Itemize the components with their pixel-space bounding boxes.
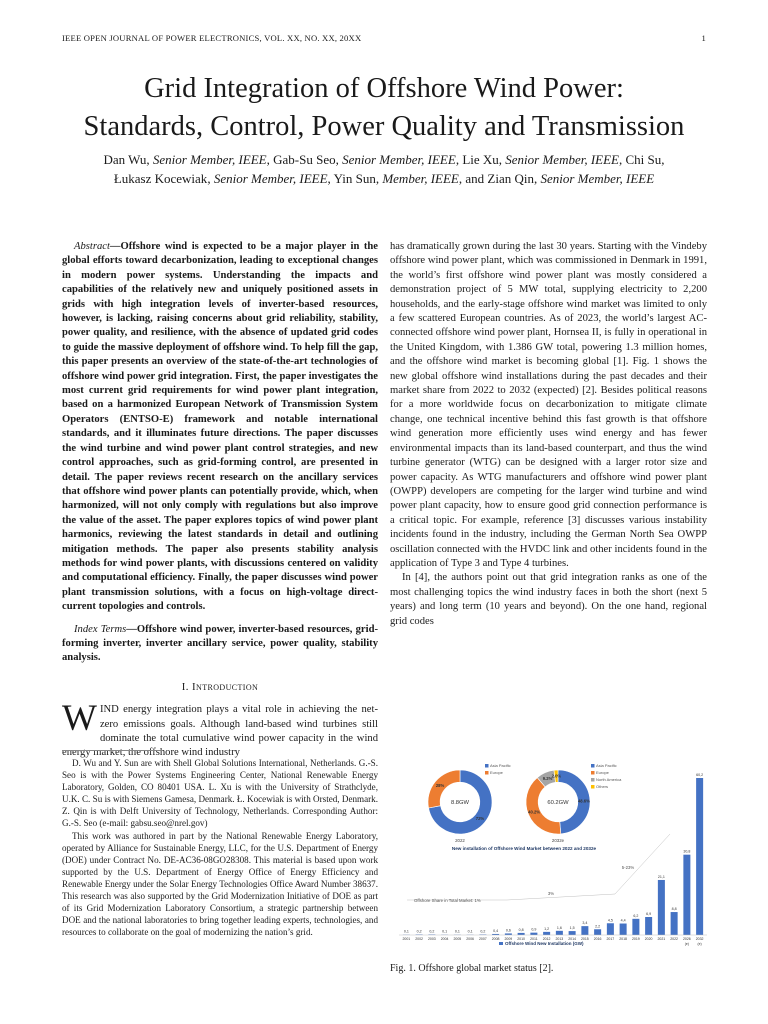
bar-value-label: 4,5 [607, 918, 613, 923]
x-tick-label: 2007 [478, 937, 487, 941]
x-tick-label: 2015 [580, 937, 589, 941]
bar-value-label: 0,1 [442, 929, 448, 934]
bar-value-label: 0,2 [429, 929, 435, 934]
bar-value-label: 0,4 [493, 928, 499, 933]
author-affiliation: Senior Member, IEEE [213, 171, 328, 186]
author-name: Chi Su [625, 152, 662, 167]
bar-value-label: 8,8 [671, 907, 677, 912]
x-tick-label: 2026 [682, 937, 691, 941]
pie-slice-label: 28% [435, 782, 445, 788]
share-annotation: Offshore Share in Total Market: 1% [414, 898, 481, 903]
pie-legend-label: North America [596, 777, 622, 783]
pie-legend-swatch [485, 764, 489, 768]
pie-chart-title: New installation of Offshore Wind Market between 2022 and 2032e [451, 846, 597, 851]
bar [518, 933, 525, 935]
x-tick-label: 2011 [530, 937, 538, 941]
abstract-label: Abstract [74, 241, 110, 252]
x-tick-label: 2021 [657, 937, 666, 941]
bar-value-label: 4,4 [620, 918, 626, 923]
legend-swatch [499, 942, 503, 945]
pie-legend-label: Europe [596, 770, 609, 776]
index-terms-text: Offshore wind power, inverter-based resources, grid-forming inverter, inverter ancillary service, power quality, stability analysis. [62, 623, 379, 664]
bar [696, 778, 703, 935]
x-tick-label: 2005 [453, 937, 462, 941]
intro-paragraph-left [62, 698, 378, 761]
author-affiliation: Member, IEEE [382, 171, 459, 186]
x-tick-label: 2020 [644, 937, 653, 941]
bar-value-label: 30,8 [683, 849, 691, 854]
bar-value-label: 21,1 [657, 874, 665, 879]
figure-1-chart [395, 756, 711, 948]
x-tick-label: 2014 [568, 937, 577, 941]
footnote-rule [62, 750, 162, 751]
paper-title [0, 70, 768, 146]
title-line-1: Grid Integration of Offshore Wind Power: [144, 73, 624, 104]
share-arrow [507, 894, 615, 900]
x-tick-label: 2006 [466, 937, 475, 941]
x-tick-label: 2032 [695, 937, 704, 941]
bar [671, 912, 678, 935]
pie-slice-label: 9.2% [542, 775, 553, 781]
pie-year-label: 2032e [551, 838, 565, 843]
bar-value-label: 1,2 [544, 926, 550, 931]
section-heading [62, 680, 378, 694]
author-name: Łukasz Kocewiak [113, 171, 208, 186]
x-tick-label: 2010 [517, 937, 526, 941]
bar [543, 932, 550, 935]
x-tick-label: 2016 [593, 937, 602, 941]
pie-year-label: 2022 [455, 838, 465, 843]
author-list: Dan Wu, Senior Member, IEEE, Gab-Su Seo, Senior Member, IEEE, Lie Xu, Senior Member, IEEE, Chi Su, Łukasz Kocewiak, Senior Member, IEEE, Yin Sun, Member, IEEE, and Zian Qin, Senior Member, IEEE [103, 152, 665, 186]
figure-caption: Fig. 1. Offshore global market status [2]. [390, 963, 554, 974]
bar [683, 855, 690, 935]
pie-center-label: 8.8GW [450, 800, 470, 806]
pie-slice-label: 72% [475, 816, 485, 822]
title-line-2: Standards, Control, Power Quality and Transmission [83, 111, 685, 142]
x-tick-suffix: (e) [697, 942, 702, 946]
legend-label: Offshore Wind New Installation (GW) [505, 941, 584, 946]
x-tick-label: 2008 [491, 937, 500, 941]
x-tick-label: 2022 [670, 937, 679, 941]
author-name: Gab-Su Seo [273, 152, 336, 167]
x-tick-label: 2009 [504, 937, 513, 941]
x-tick-label: 2001 [402, 937, 411, 941]
bar [632, 919, 639, 935]
bar [607, 923, 614, 935]
x-tick-label: 2018 [619, 937, 628, 941]
bar-value-label: 0,2 [416, 929, 422, 934]
bar [569, 931, 576, 935]
share-annotation: 5-23% [621, 865, 635, 870]
bar [556, 931, 563, 935]
pie-legend-swatch [591, 764, 595, 768]
bar-value-label: 3,4 [582, 921, 588, 926]
author-affiliation: Senior Member, IEEE [152, 152, 267, 167]
author-name: Lie Xu [462, 152, 499, 167]
bar-value-label: 0,1 [403, 929, 409, 934]
bar [658, 880, 665, 935]
bar-value-label: 0,6 [505, 928, 511, 933]
abstract: Abstract—Offshore wind is expected to be a major player in the global efforts toward decarbonization, leading to exceptional changes in modern power systems. Understanding the impacts and capabilities of the relatively new and uniquely positioned assets in grids with high integration levels of inverter-based resources, however, is lacking, raising concerns about grid reliability, stability, power quality, and resilience, with the absence of updated grid codes to guide the massive deployment of offshore wind. To help fill the gap, this paper presents an overview of the state-of-the-art technologies of offshore wind power grid integration. First, the paper investigates the most current grid requirements for wind power plant integration, based on a harmonized European Network of Transmission System Operators (ENTSO-E) framework and notable international standards, and it illuminates future directions. The paper discusses the wind turbine and wind power plant control strategies, and new control approaches, such as grid-forming control, are presented in detail. The paper reviews recent research on the ancillary services that offshore wind power plants can potentially provide, which, when harmonized, will not only comply with regulations but also improve the value of the asset. The paper explores topics of wind power plant harmonics, reviewing the latest standards in detail and outlining mitigation methods. The paper also presents stability analysis methods for wind power plants, with discussions centered on validity and computational efficiency. Finally, the paper discusses wind power plant transmission solutions, with a focus on high-voltage direct-current topologies and controls. [62, 241, 378, 613]
author-affiliation: Senior Member, IEEE [540, 171, 655, 186]
bar [645, 917, 652, 935]
pie-legend-label: Asia Pacific [490, 763, 511, 769]
index-terms: Index Terms—Offshore wind power, inverter-based resources, grid-forming inverter, inverter ancillary service, power quality, stability analysis. [62, 623, 379, 664]
x-tick-label: 2002 [415, 937, 424, 941]
pie-legend-swatch [591, 771, 595, 775]
bar [594, 929, 601, 935]
bar-value-label: 0,1 [467, 929, 473, 934]
drop-cap: W [62, 698, 97, 740]
abstract-text: Offshore wind is expected to be a major player in the global efforts toward decarbonization, leading to exceptional changes in modern power systems. Understanding the impacts and capabilities of the relatively new and uniquely positioned assets in grids with high integration levels of inverter-based resources, however, is lacking, raising concerns about grid reliability, stability, power quality, and resilience, with the absence of updated grid codes to guide the massive deployment of offshore wind. To help fill the gap, this paper presents an overview of the state-of-the-art technologies of offshore wind power grid integration. First, the paper investigates the most current grid requirements for wind power plant integration, based on a harmonized European Network of Transmission System Operators (ENTSO-E) framework and notable international standards, and it illuminates future directions. The paper discusses the wind turbine and wind power plant control strategies, and new control approaches, such as grid-forming control, are presented in detail. The paper reviews recent research on the ancillary services that offshore wind power plants can potentially provide, which, when harmonized, will not only comply with regulations but also improve the value of the asset. The paper explores topics of wind power plant harmonics, reviewing the latest standards in detail and outlining mitigation methods. The paper also presents stability analysis methods for wind power plants, with discussions centered on validity and computational efficiency. Finally, the paper discusses wind power plant transmission solutions, with a focus on high-voltage direct-current topologies and controls. [62, 241, 378, 613]
x-tick-label: 2019 [631, 937, 640, 941]
x-tick-suffix: (e) [684, 942, 689, 946]
bar-value-label: 1,6 [556, 925, 562, 930]
x-tick-label: 2013 [555, 937, 564, 941]
x-tick-label: 2017 [606, 937, 615, 941]
bar-value-label: 1,5 [569, 926, 575, 931]
bar-value-label: 6,2 [633, 913, 639, 918]
running-header [62, 33, 706, 43]
author-affiliation: Senior Member, IEEE [342, 152, 456, 167]
bar-value-label: 0,9 [531, 927, 537, 932]
intro-paragraph-2: In [4], the authors point out that grid integration ranks as one of the most challenging topics the wind industry faces in both the short (next 5 years) and long term (10 years and beyond). On the one hand, regional grid codes [390, 572, 707, 627]
pie-legend-swatch [591, 778, 595, 782]
author-name: Zian Qin [487, 171, 534, 186]
author-affiliation: Senior Member, IEEE [505, 152, 619, 167]
x-tick-label: 2004 [440, 937, 449, 941]
pie-slice-label: 40.2% [528, 809, 541, 815]
bar-value-label: 6,9 [646, 912, 652, 917]
pie-legend-swatch [485, 771, 489, 775]
bar [620, 924, 627, 935]
bar-value-label: 0,2 [480, 929, 486, 934]
bar-value-label: 2,2 [595, 924, 601, 929]
intro-paragraph-right: has dramatically grown during the last 30 years. Starting with the Vindeby offshore wind power plant, which was commissioned in Denmark in 1991, the world’s first offshore wind power plant was mostly considered a demonstration project of 5 MW total, supplying electricity to 2,200 households, and the early-stage offshore wind market was limited to only a few scattered European countries. As of 2023, the world’s largest AC-connected offshore wind power plant, Hornsea II, is fully in operational in the United Kingdom, with 1.386 GW total, powering 1.3 million homes, and the offshore wind market is becoming global [1]. Fig. 1 shows the new global offshore wind installations during the past decades and their market share from 2022 to 2032 (expected) [2]. Besides political reasons for a more worldwide focus on decarbonization to mitigate climate change, one technical incentive behind this fast growth is that offshore wind generation more efficiently uses wind energy and has fewer environmental impacts than its land-based counterpart, and thus the wind turbine generator (WTG) can be designed with a larger rotor size and power capacity. As WTG manufacturers and offshore wind power plant (OWPP) developers are competing for the larger wind turbine and wind power plant capacity, how to ensure good grid connection performance is a critical topic. For example, reference [3] discusses various instability incidents found in the industry, including the German North Sea OWPP oscillation connected with the HVDC link and other incidents found in the application of Type 3 and Type 4 turbines. [390, 241, 707, 569]
footnote-affiliations: D. Wu and Y. Sun are with Shell Global Solutions International, Netherlands. G.-S. Seo is with the Power Systems Engineering Center, National Renewable Energy Laboratory, Golden, CO 80401 USA. L. Xu is with the University of Strathclyde, U.K. C. Su is with Siemens Gamesa, Denmark. Ł. Kocewiak is with Orsted, Denmark. Z. Qin is with Delft University of Technology, Netherlands. Corresponding Author: G.-S. Seo (e-mail: gabsu.seo@nrel.gov) [62, 758, 378, 829]
pie-legend-label: Asia Pacific [596, 763, 617, 769]
section-title: Introduction [192, 680, 259, 693]
bar-value-label: 0,8 [518, 927, 524, 932]
bar [530, 933, 537, 935]
bar-value-label: 0,1 [454, 929, 460, 934]
author-name: Yin Sun [333, 171, 376, 186]
pie-legend-label: Europe [490, 770, 503, 776]
page-number: 1 [701, 33, 706, 43]
left-column [62, 240, 378, 761]
footnote-funding: This work was authored in part by the National Renewable Energy Laboratory, operated by Alliance for Sustainable Energy, LLC, for the U.S. Department of Energy (DOE) under Contract No. DE-AC36-08GO28308. This material is based upon work supported by the U.S. Department of Energy Office of Energy Efficiency and Renewable Energy under the Solar Energy Technologies Office Award Number 38637. This research was also supported by the Grid Modernization Initiative of DOE as part of its Grid Modernization Laboratory Consortium, a strategic partnership between DOE and the national laboratories to bring together leading experts, technologies, and resources to collaborate on the goal of modernizing the nation’s grid. [62, 830, 378, 938]
index-terms-label: Index Terms [74, 623, 127, 635]
pie-legend-swatch [591, 785, 595, 789]
bar-value-label: 60,2 [696, 773, 704, 777]
pie-legend-label: Others [596, 784, 609, 790]
footnotes [62, 757, 378, 938]
author-name: Dan Wu [103, 152, 147, 167]
bar [581, 926, 588, 935]
pie-center-label: 60.2GW [547, 800, 569, 806]
section-number: I. [181, 680, 189, 693]
share-annotation: 3% [547, 891, 555, 896]
x-tick-label: 2003 [427, 937, 436, 941]
x-tick-label: 2012 [542, 937, 551, 941]
pie-slice-label: 2.0% [551, 773, 562, 779]
intro-text-left: IND energy integration plays a vital role in achieving the net-zero emissions goals. Although land-based wind turbines still dominate the total cumulative wind power capacity in the wind energy market, the offshore wind industry [62, 704, 378, 759]
journal-name: IEEE OPEN JOURNAL OF POWER ELECTRONICS, VOL. XX, NO. XX, 20XX [62, 33, 362, 43]
right-column [390, 240, 707, 629]
pie-slice-label: 48.6% [577, 798, 590, 804]
